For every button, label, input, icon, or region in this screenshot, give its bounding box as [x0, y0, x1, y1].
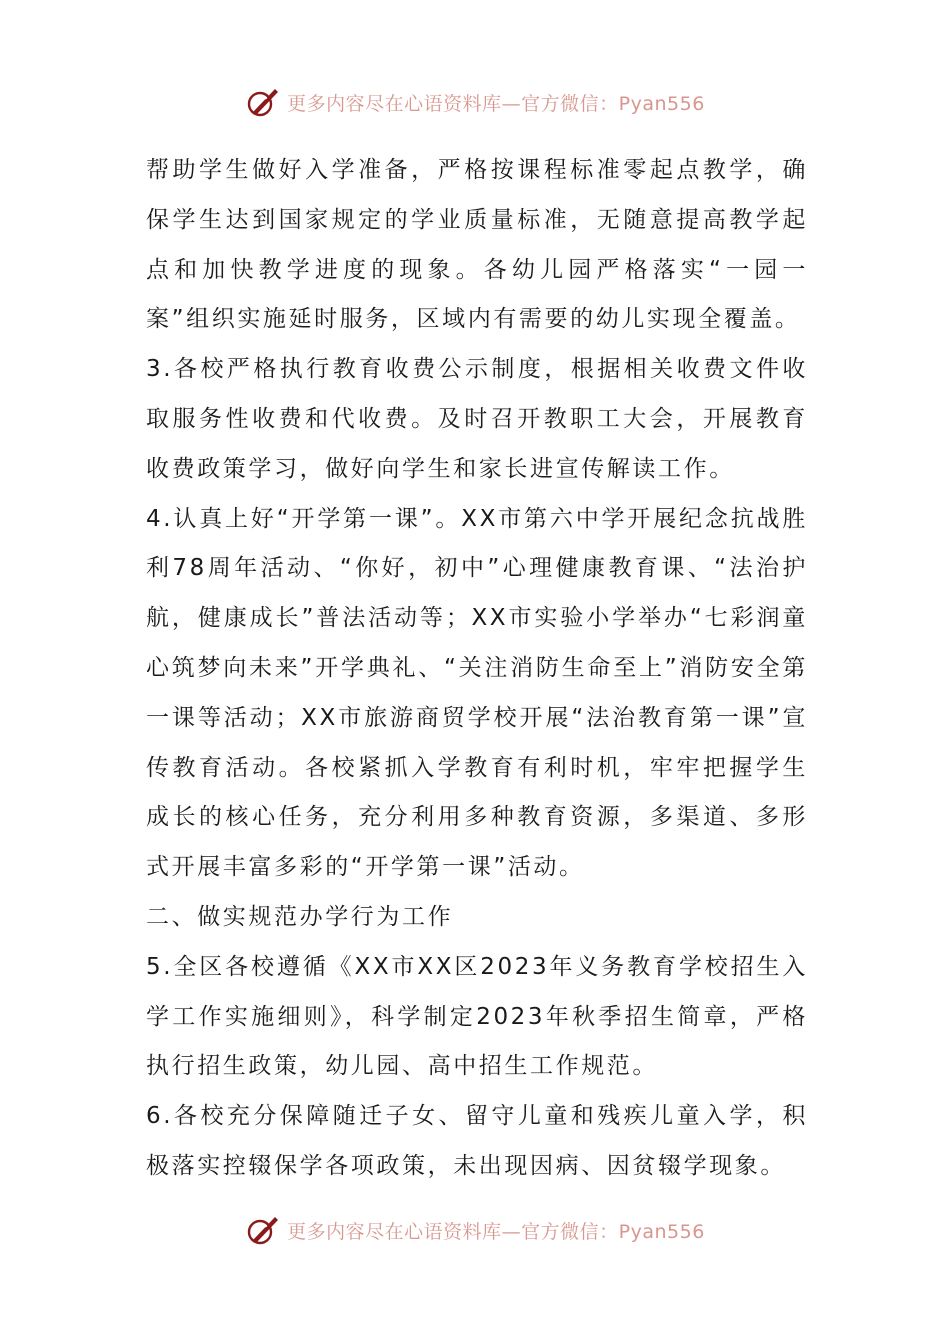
quill-logo-icon [245, 84, 281, 120]
paragraph: 5.全区各校遵循《XX市XX区2023年义务教育学校招生入学工作实施细则》，科学制定2023年秋季招生简章，严格执行招生政策，幼儿园、高中招生工作规范。 [146, 953, 808, 1080]
quill-logo-icon [245, 1212, 281, 1248]
footer-banner [0, 1208, 950, 1252]
paragraph: 4.认真上好“开学第一课”。XX市第六中学开展纪念抗战胜利78周年活动、“你好，初中”心理健康教育课、“法治护航，健康成长”普法活动等；XX市实验小学举办“七彩润童心筑梦向未来”开学典礼、“关注消防生命至上”消防安全第一课等活动；XX市旅游商贸学校开展“法治教育第一课”宣传教育活动。各校紧抓入学教育有利时机，牢牢把握学生成长的核心任务，充分利用多种教育资源，多渠道、多形式开展丰富多彩的“开学第一课”活动。 [146, 505, 808, 881]
section-heading: 二、做实规范办学行为工作 [146, 903, 454, 930]
document-body [146, 146, 808, 1192]
paragraph: 3.各校严格执行教育收费公示制度，根据相关收费文件收取服务性收费和代收费。及时召开教职工大会，开展教育收费政策学习，做好向学生和家长进宣传解读工作。 [146, 356, 808, 482]
paragraph: 6.各校充分保障随迁子女、留守儿童和残疾儿童入学，积极落实控辍保学各项政策，未出现因病、因贫辍学现象。 [146, 1103, 808, 1179]
header-banner [0, 80, 950, 124]
header-banner-text: 更多内容尽在心语资料库—官方微信：Pyan556 [287, 92, 705, 115]
footer-banner-text: 更多内容尽在心语资料库—官方微信：Pyan556 [287, 1220, 705, 1243]
paragraph: 帮助学生做好入学准备，严格按课程标准零起点教学，确保学生达到国家规定的学业质量标准，无随意提高教学起点和加快教学进度的现象。各幼儿园严格落实“一园一案”组织实施延时服务，区域内有需要的幼儿实现全覆盖。 [146, 157, 808, 333]
